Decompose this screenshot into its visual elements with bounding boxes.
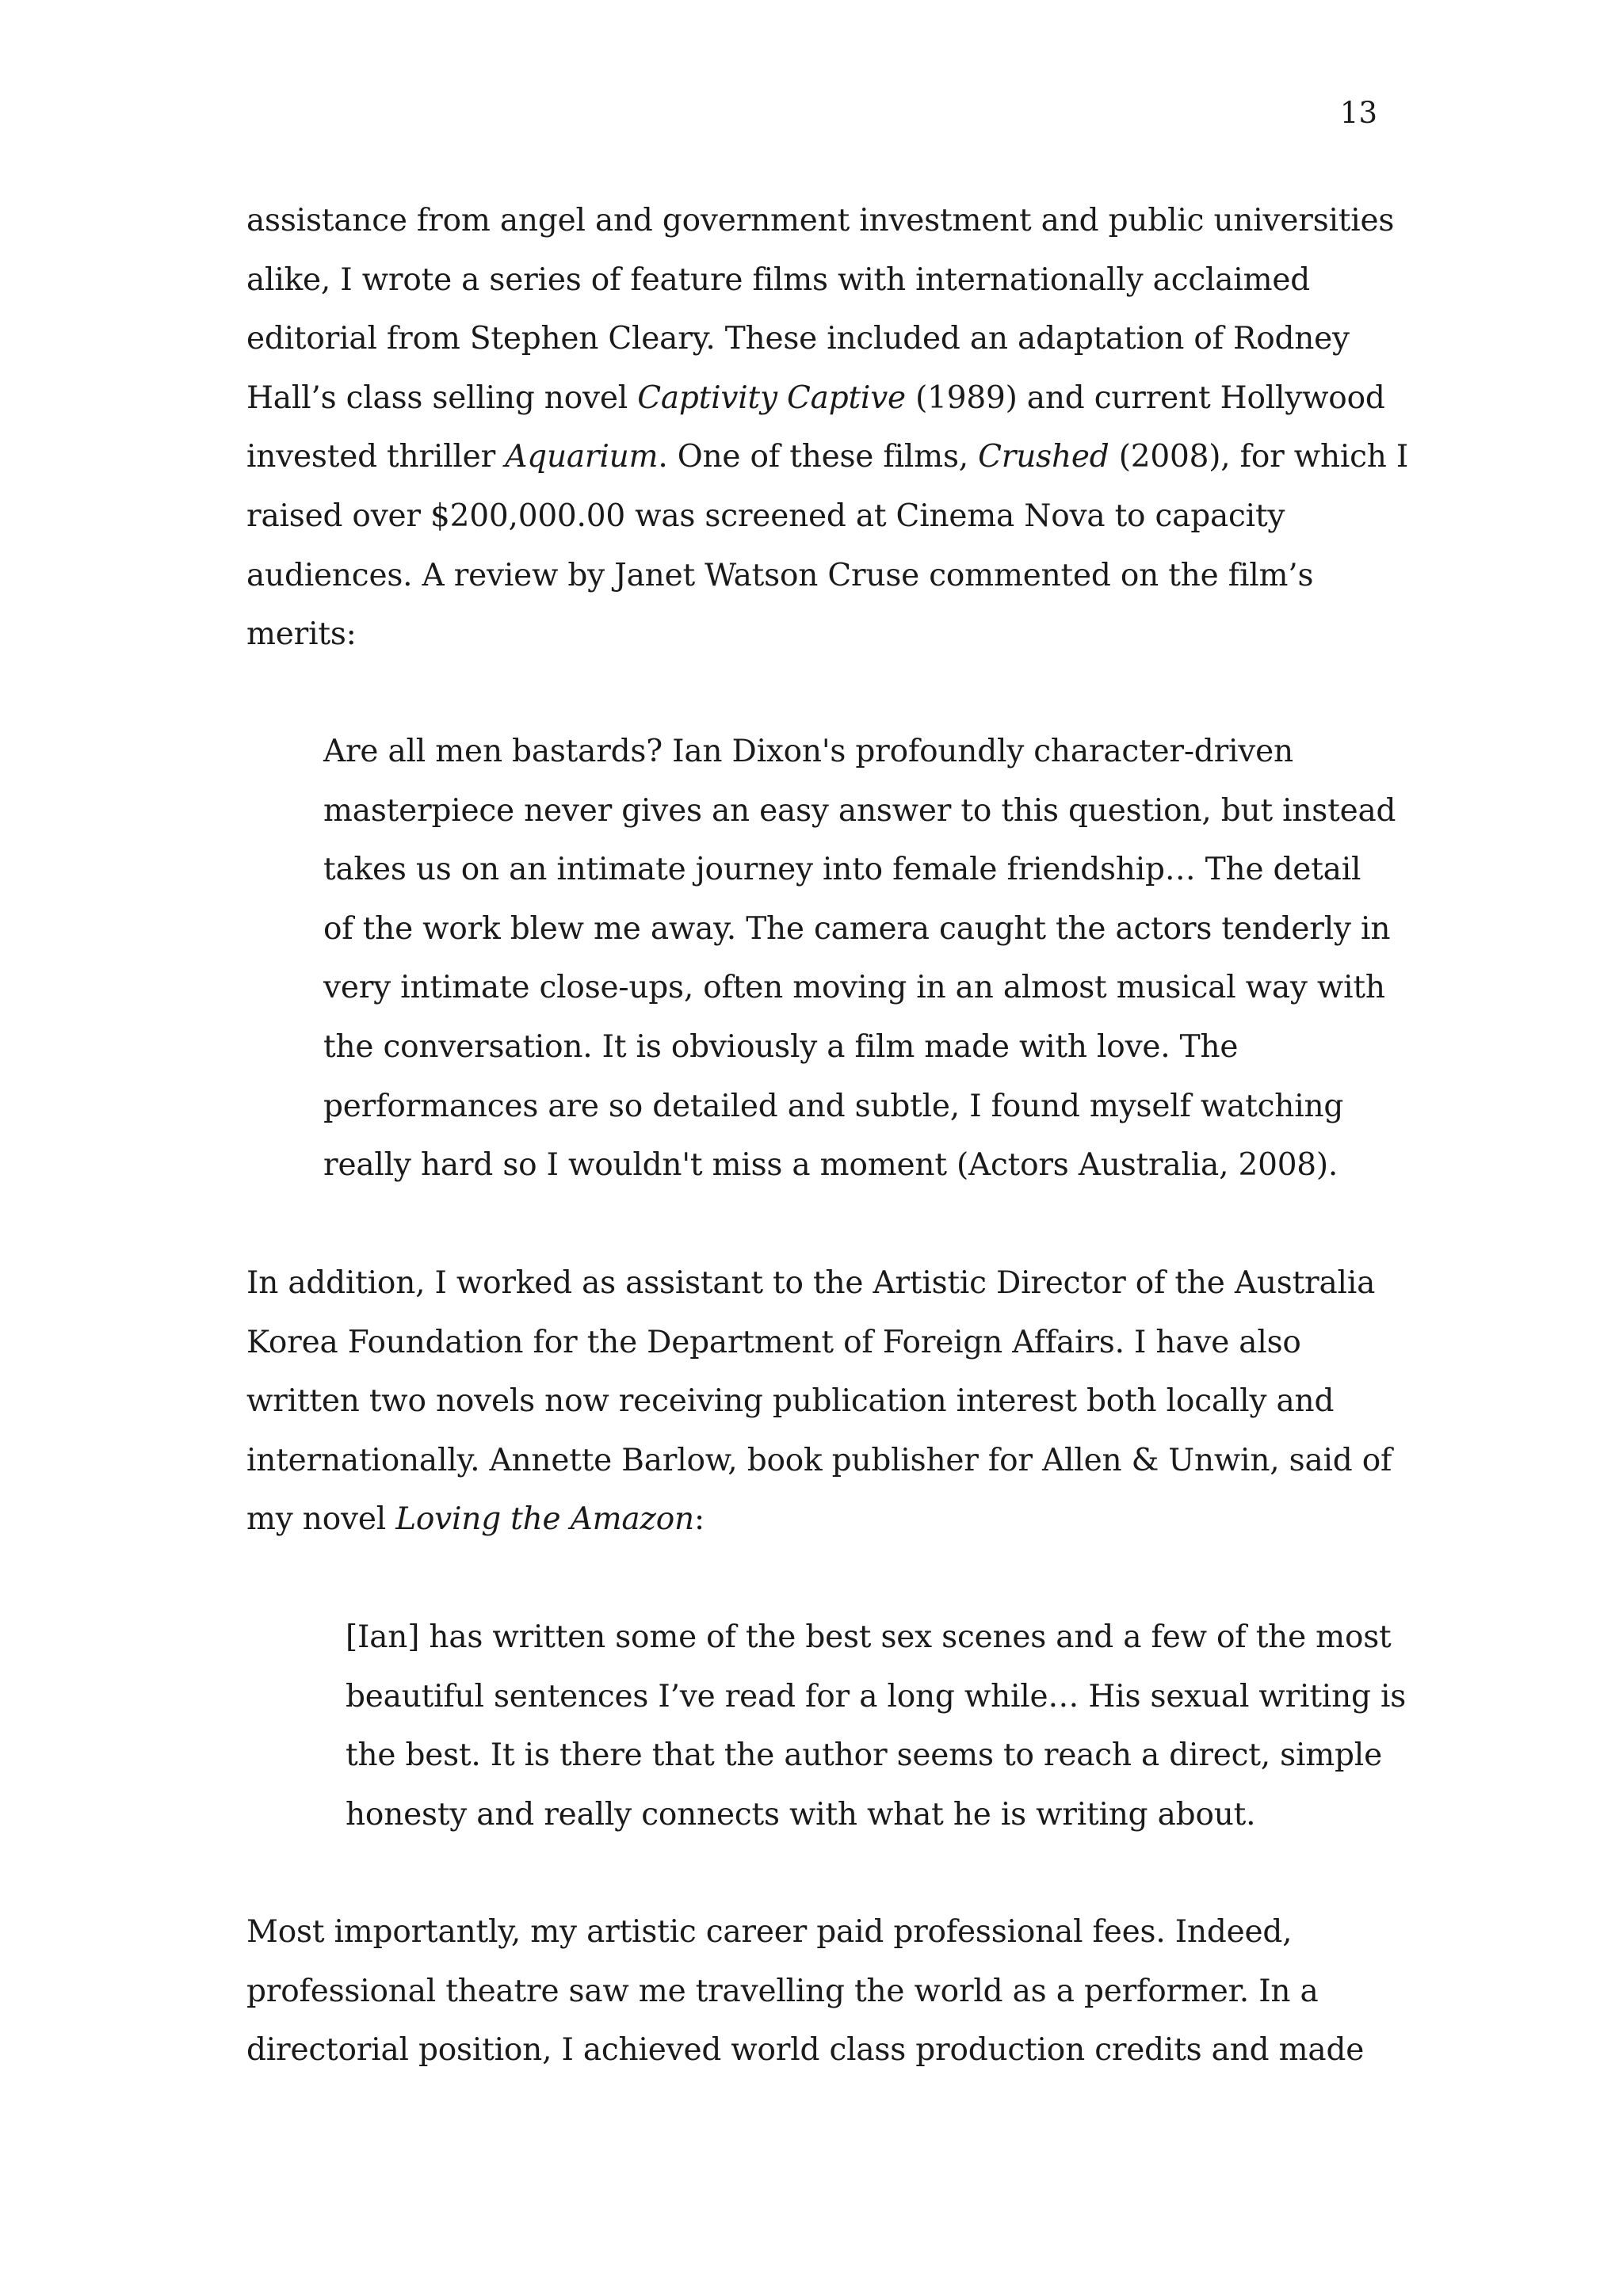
text-line: assistance from angel and government investment and public universities	[246, 203, 1395, 238]
text-line: internationally. Annette Barlow, book publisher for Allen & Unwin, said of	[246, 1442, 1392, 1478]
text-line	[246, 1490, 1388, 1550]
block-quote	[346, 1608, 1407, 1844]
text-line: professional theatre saw me travelling the world as a performer. In a	[246, 1973, 1319, 2009]
text-line: written two novels now receiving publication interest both locally and	[246, 1383, 1335, 1420]
text-segment: my novel	[246, 1501, 396, 1538]
text-line: merits:	[246, 616, 357, 653]
quote-line: really hard so I wouldn't miss a moment (Actors Australia, 2008).	[323, 1147, 1338, 1184]
text-line: In addition, I worked as assistant to the Artistic Director of the Australia	[246, 1265, 1376, 1301]
text-segment: . One of these films,	[658, 439, 979, 475]
body-paragraph	[246, 192, 1409, 665]
quote-line: very intimate close-ups, often moving in an almost musical way with	[323, 970, 1385, 1006]
text-line	[246, 369, 1388, 429]
text-segment: (2008), for which I	[1109, 439, 1409, 475]
text-line: editorial from Stephen Cleary. These included an adaptation of Rodney	[246, 321, 1350, 357]
film-title-italic: Crushed	[978, 439, 1109, 475]
quote-line: [Ian] has written some of the best sex scenes and a few of the most	[346, 1619, 1392, 1655]
text-line: raised over $200,000.00 was screened at Cinema Nova to capacity	[246, 498, 1285, 534]
quote-line: masterpiece never gives an easy answer to this question, but instead	[323, 792, 1396, 829]
film-title-italic: Captivity Captive	[637, 379, 906, 416]
text-segment: Hall’s class selling novel	[246, 379, 638, 416]
text-line: audiences. A review by Janet Watson Cruse commented on the film’s	[246, 557, 1314, 593]
text-segment: invested thriller	[246, 439, 506, 475]
quote-line: beautiful sentences I’ve read for a long while… His sexual writing is	[346, 1678, 1407, 1714]
quote-line: the conversation. It is obviously a film made with love. The	[323, 1028, 1239, 1065]
quote-line: performances are so detailed and subtle, I found myself watching	[323, 1088, 1344, 1124]
text-line: alike, I wrote a series of feature films with internationally acclaimed	[246, 261, 1311, 298]
text-line: Most importantly, my artistic career paid professional fees. Indeed,	[246, 1914, 1293, 1950]
novel-title-italic: Loving the Amazon	[395, 1501, 694, 1538]
text-line: Korea Foundation for the Department of Foreign Affairs. I have also	[246, 1324, 1301, 1360]
quote-line: the best. It is there that the author seems to reach a direct, simple	[346, 1737, 1382, 1774]
text-segment: (1989) and current Hollywood	[905, 379, 1385, 416]
text-segment: :	[693, 1501, 705, 1538]
body-paragraph	[246, 1903, 1388, 2081]
quote-line: of the work blew me away. The camera caught the actors tenderly in	[323, 910, 1391, 947]
film-title-italic: Aquarium	[505, 439, 659, 475]
block-quote	[323, 723, 1396, 1196]
quote-line: takes us on an intimate journey into female friendship… The detail	[323, 852, 1361, 888]
text-line: directorial position, I achieved world class production credits and made	[246, 2032, 1365, 2069]
quote-line: Are all men bastards? Ian Dixon's profoundly character-driven	[323, 734, 1293, 769]
page-number: 13	[1339, 96, 1377, 130]
body-paragraph	[246, 1254, 1392, 1550]
quote-line: honesty and really connects with what he is writing about.	[346, 1796, 1256, 1833]
text-line	[246, 428, 1409, 487]
